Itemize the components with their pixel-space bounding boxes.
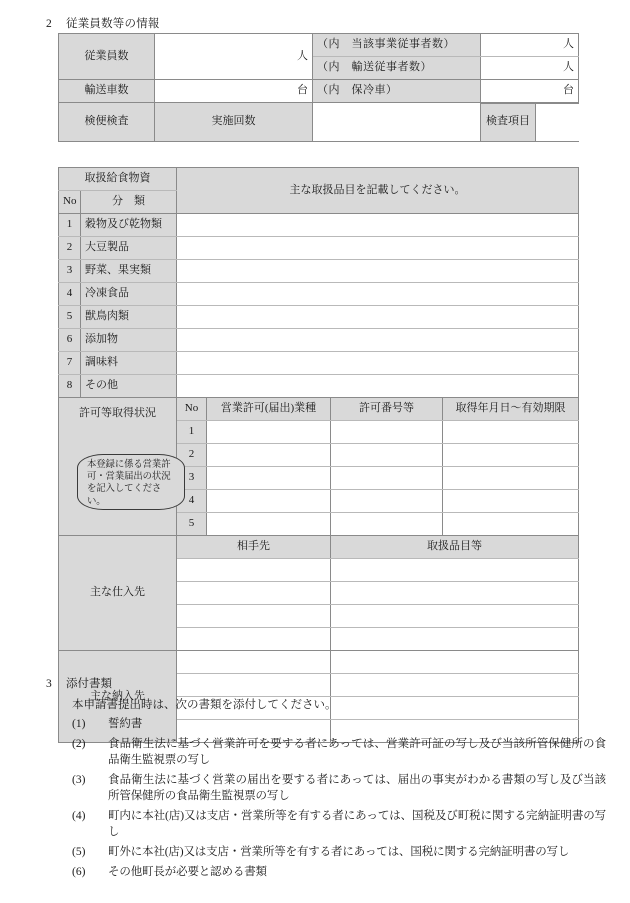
- table-row: [59, 651, 579, 674]
- permit-callout: 本登録に係る営業許可・営業届出の状況を記入してください。: [77, 454, 185, 510]
- list-item-text: 食品衛生法に基づく営業の届出を要する者にあっては、届出の事実がわかる書類の写し及び当該所管保健所の食品衛生監視票の写し: [108, 774, 606, 802]
- food-row-no: 7: [59, 352, 81, 375]
- list-item-marker: (3): [72, 774, 86, 786]
- permit-row-business-type[interactable]: [207, 513, 331, 536]
- table-row: [59, 375, 579, 398]
- test-items-label: 検査項目: [481, 104, 536, 142]
- permit-row-no: 4: [177, 490, 207, 513]
- food-row-name: 添加物: [81, 329, 177, 352]
- sub-transport-label: （内 輸送従事者数）: [313, 57, 481, 80]
- table-row: [59, 306, 579, 329]
- test-items-input[interactable]: [536, 104, 579, 142]
- food-row-no: 8: [59, 375, 81, 398]
- attachments-section: [46, 675, 606, 880]
- sub-transport-input[interactable]: 人: [481, 57, 579, 80]
- food-row-name: 大豆製品: [81, 237, 177, 260]
- table-row: [59, 80, 579, 103]
- supplier-row-items[interactable]: [331, 559, 579, 582]
- permit-row-valid-period[interactable]: [443, 421, 579, 444]
- supplier-row-counterparty[interactable]: [177, 628, 331, 651]
- food-row-no: 5: [59, 306, 81, 329]
- table-row: [59, 536, 579, 559]
- section-number: 2: [46, 18, 52, 30]
- vehicle-count-input[interactable]: 台: [155, 80, 313, 103]
- supplier-row-items[interactable]: [331, 628, 579, 651]
- sub-business-label: （内 当該事業従事者数）: [313, 34, 481, 57]
- frequency-input[interactable]: [313, 103, 481, 142]
- permit-row-no: 3: [177, 467, 207, 490]
- items-header: 取扱品目等: [331, 536, 579, 559]
- permit-row-valid-period[interactable]: [443, 467, 579, 490]
- food-row-name: 調味料: [81, 352, 177, 375]
- permit-row-number[interactable]: [331, 467, 443, 490]
- food-classification-header: 分 類: [81, 191, 177, 214]
- list-item: [46, 772, 606, 804]
- section-heading-employee-info: [46, 15, 160, 31]
- food-row-no: 4: [59, 283, 81, 306]
- permit-row-business-type[interactable]: [207, 490, 331, 513]
- list-item-text: 誓約書: [108, 718, 143, 730]
- customer-row-counterparty[interactable]: [177, 651, 331, 674]
- food-row-no: 3: [59, 260, 81, 283]
- sub-business-input[interactable]: 人: [481, 34, 579, 57]
- list-item-marker: (6): [72, 866, 86, 878]
- customer-row-items[interactable]: [331, 651, 579, 674]
- permit-row-valid-period[interactable]: [443, 490, 579, 513]
- permit-row-valid-period[interactable]: [443, 513, 579, 536]
- table-row: [59, 260, 579, 283]
- list-item: [46, 716, 606, 732]
- table-row: [59, 168, 579, 191]
- permit-number-header: 許可番号等: [331, 398, 443, 421]
- table-row: [59, 329, 579, 352]
- food-row-input[interactable]: [177, 329, 579, 352]
- food-row-input[interactable]: [177, 306, 579, 329]
- permit-valid-period-header: 取得年月日〜有効期限: [443, 398, 579, 421]
- permit-row-business-type[interactable]: [207, 444, 331, 467]
- list-item-marker: (1): [72, 718, 86, 730]
- permit-row-no: 2: [177, 444, 207, 467]
- food-row-no: 6: [59, 329, 81, 352]
- section-heading-attachments: [46, 675, 606, 691]
- food-row-input[interactable]: [177, 352, 579, 375]
- food-row-input[interactable]: [177, 260, 579, 283]
- food-row-input[interactable]: [177, 375, 579, 398]
- food-row-name: 獣鳥肉類: [81, 306, 177, 329]
- table-row: [59, 283, 579, 306]
- list-item: [46, 864, 606, 880]
- list-item: [46, 736, 606, 768]
- table-row: [59, 214, 579, 237]
- list-item-marker: (4): [72, 810, 86, 822]
- employee-count-input[interactable]: 人: [155, 34, 313, 80]
- supplier-row-counterparty[interactable]: [177, 605, 331, 628]
- food-items-note: 主な取扱品目を記載してください。: [177, 168, 579, 214]
- list-item-text: 町内に本社(店)又は支店・営業所等を有する者にあっては、国税及び町税に関する完納証明書の写し: [108, 810, 606, 838]
- test-items-cell-group: [481, 103, 579, 142]
- food-row-name: 冷凍食品: [81, 283, 177, 306]
- table-row: [59, 237, 579, 260]
- permit-row-number[interactable]: [331, 513, 443, 536]
- counterparty-header: 相手先: [177, 536, 331, 559]
- food-and-permit-table: [58, 167, 579, 743]
- list-item-marker: (2): [72, 738, 86, 750]
- attachments-intro: 本申請書提出時は、次の書類を添付してください。: [72, 699, 337, 711]
- employee-info-table: [58, 33, 579, 142]
- permit-row-number[interactable]: [331, 421, 443, 444]
- sub-refrigerated-label: （内 保冷車）: [313, 80, 481, 103]
- supplier-row-counterparty[interactable]: [177, 582, 331, 605]
- supplier-row-items[interactable]: [331, 582, 579, 605]
- food-category-group-header: 取扱給食物資: [59, 168, 177, 191]
- supplier-row-counterparty[interactable]: [177, 559, 331, 582]
- supplier-label: 主な仕入先: [59, 536, 177, 651]
- stool-test-label: 検便検査: [59, 103, 155, 142]
- food-row-input[interactable]: [177, 283, 579, 306]
- table-row: [59, 352, 579, 375]
- food-row-name: 穀物及び乾物類: [81, 214, 177, 237]
- permit-row-valid-period[interactable]: [443, 444, 579, 467]
- table-row: [59, 34, 579, 57]
- permit-row-business-type[interactable]: [207, 421, 331, 444]
- section-title: 従業員数等の情報: [66, 18, 160, 30]
- vehicle-count-label: 輸送車数: [59, 80, 155, 103]
- permit-label: 許可等取得状況: [79, 407, 156, 419]
- sub-refrigerated-input[interactable]: 台: [481, 80, 579, 103]
- employee-count-label: 従業員数: [59, 34, 155, 80]
- food-row-no: 2: [59, 237, 81, 260]
- table-row: [59, 103, 579, 142]
- customer-label: 主な納入先: [59, 651, 177, 743]
- food-row-name: 野菜、果実類: [81, 260, 177, 283]
- list-item-text: その他町長が必要と認める書類: [108, 866, 267, 878]
- list-item-marker: (5): [72, 846, 86, 858]
- permit-row-number[interactable]: [331, 490, 443, 513]
- list-item: [46, 808, 606, 840]
- supplier-row-items[interactable]: [331, 605, 579, 628]
- section-title: 添付書類: [66, 678, 112, 690]
- permit-row-no: 5: [177, 513, 207, 536]
- section-number: 3: [46, 678, 52, 690]
- permit-row-number[interactable]: [331, 444, 443, 467]
- food-row-no: 1: [59, 214, 81, 237]
- permit-business-type-header: 営業許可(届出)業種: [207, 398, 331, 421]
- frequency-label: 実施回数: [155, 103, 313, 142]
- permit-label-cell: [59, 398, 177, 536]
- permit-no-header: No: [177, 398, 207, 421]
- table-row: [59, 398, 579, 421]
- permit-row-business-type[interactable]: [207, 467, 331, 490]
- list-item-text: 食品衛生法に基づく営業許可を要する者にあっては、営業許可証の写し及び当該所管保健所の食品衛生監視票の写し: [108, 738, 606, 766]
- food-no-header: No: [59, 191, 81, 214]
- food-row-input[interactable]: [177, 237, 579, 260]
- list-item-text: 町外に本社(店)又は支店・営業所等を有する者にあっては、国税に関する完納証明書の写し: [108, 846, 570, 858]
- list-item: [46, 844, 606, 860]
- food-row-name: その他: [81, 375, 177, 398]
- permit-row-no: 1: [177, 421, 207, 444]
- food-row-input[interactable]: [177, 214, 579, 237]
